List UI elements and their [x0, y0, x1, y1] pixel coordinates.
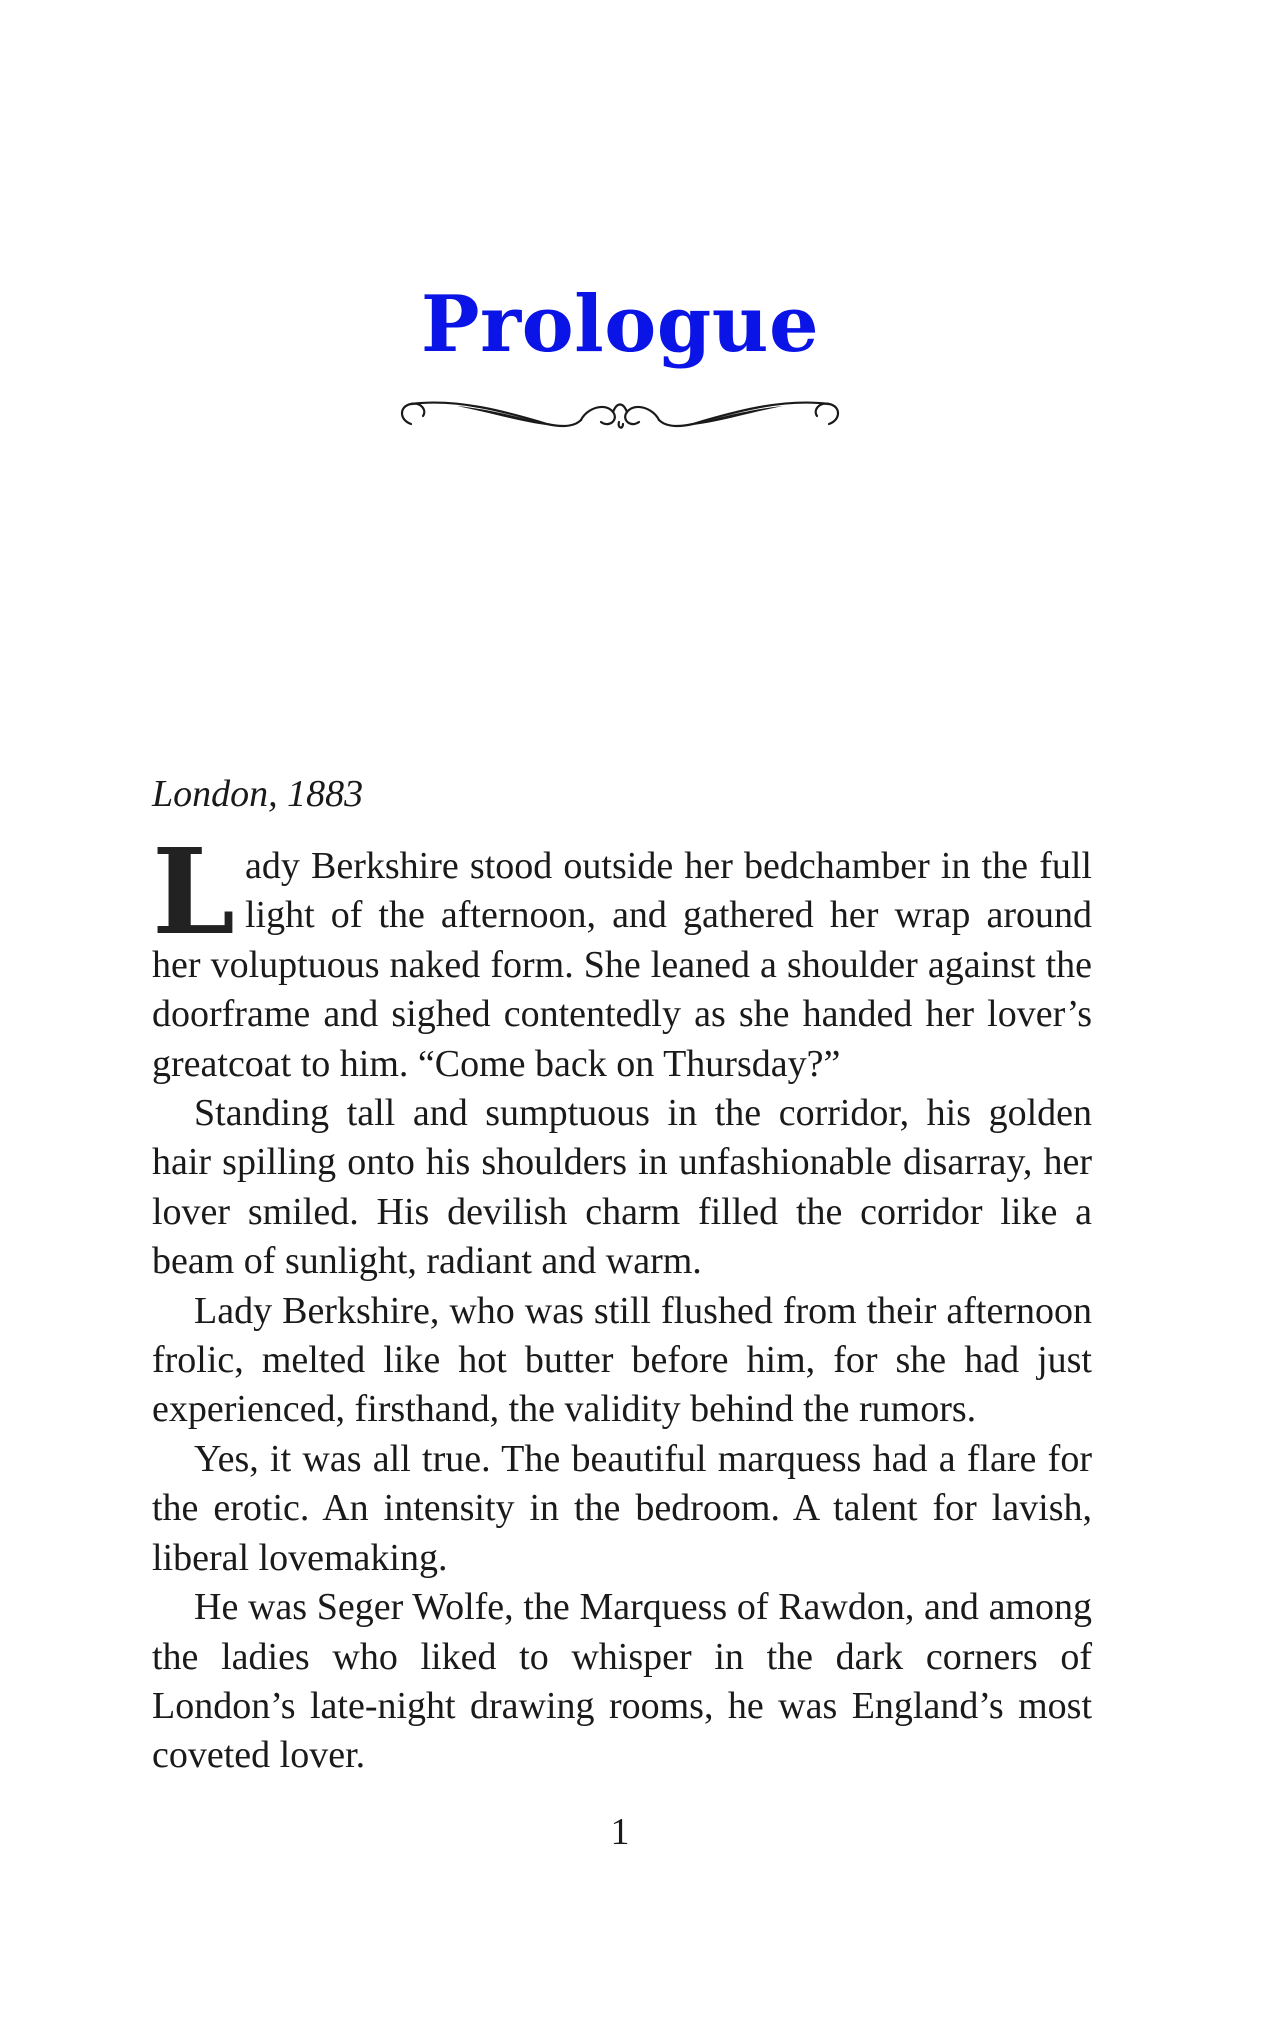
- page-number: 1: [610, 1811, 630, 1853]
- paragraph: He was Seger Wolfe, the Marquess of Rawdon, and among the ladies who liked to whisper in the dark corners of London’s late-night drawing rooms, he was England’s most coveted lover.: [152, 1586, 1092, 1777]
- paragraph-text: ady Berkshire stood outside her bedchamber in the full light of the afternoon, and gathered her wrap around her voluptuous naked form. She leaned a shoulder against the doorframe and sighed contentedly as she handed her lover’s greatcoat to him. “Come back on Thursday?”: [152, 845, 1092, 1085]
- paragraph: Standing tall and sumptuous in the corridor, his golden hair spilling onto his shoulders in unfashionable disarray, her lover smiled. His devilish charm filled the corridor like a beam of sunlight, radiant and warm.: [152, 1092, 1092, 1283]
- chapter-title: Prologue: [420, 279, 820, 370]
- paragraph: Lady Berkshire, who was still flushed from their afternoon frolic, melted like hot butter before him, for she had just experienced, firsthand, the validity behind the rumors.: [152, 1289, 1092, 1431]
- dateline: London, 1883: [152, 773, 364, 815]
- body-text: [152, 822, 1092, 1781]
- flourish-ornament: [397, 390, 843, 442]
- paragraph: [152, 822, 1092, 1089]
- paragraph: Yes, it was all true. The beautiful marquess had a flare for the erotic. An intensity in the bedroom. A talent for lavish, liberal lovemaking.: [152, 1437, 1092, 1579]
- drop-cap: L: [152, 822, 235, 961]
